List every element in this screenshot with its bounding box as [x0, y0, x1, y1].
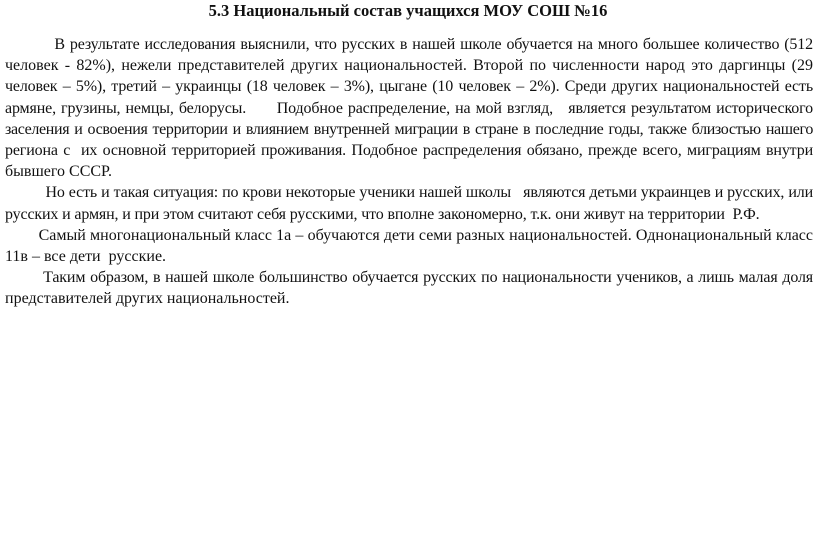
paragraph-line: Самый многонациональный класс 1а – обучаются дети семи разных национальностей. Однонациональный класс: [5, 226, 813, 244]
paragraph-line: 11в – все дети русские.: [5, 247, 167, 265]
paragraph-line: Но есть и такая ситуация: по крови некоторые ученики нашей школы являются детьми украинцев и русских, или: [5, 184, 813, 202]
paragraph-line: человек – 5%), третий – украинцы (18 человек – 3%), цыгане (10 человек – 2%). Среди других национальностей есть: [5, 78, 813, 96]
paragraph-line: заселения и освоения территории и влиянием внутренней миграции в стране в последние годы, также близостью нашего: [5, 120, 813, 138]
paragraph-line: Таким образом, в нашей школе большинство обучается русских по национальности учеников, а лишь малая доля: [5, 269, 813, 287]
paragraph-line: русских и армян, и при этом считают себя русскими, что вполне закономерно, т.к. они живут на территории Р.Ф.: [5, 205, 760, 223]
document-body: [5, 34, 813, 309]
paragraph-line: армяне, грузины, немцы, белорусы. Подобное распределение, на мой взгляд, является результатом исторического: [5, 99, 813, 117]
paragraph-line: бывшего СССР.: [5, 163, 112, 181]
paragraph-line: В результате исследования выяснили, что русских в нашей школе обучается на много большее количество (512: [5, 36, 813, 53]
paragraph-line: человек - 82%), нежели представителей других национальностей. Второй по численности народ это даргинцы (29: [5, 57, 813, 75]
paragraph-line: региона с их основной территорией проживания. Подобное распределения обязано, прежде всего, миграциям внутри: [5, 141, 813, 159]
document-title: 5.3 Национальный состав учащихся МОУ СОШ №16: [208, 1, 608, 20]
paragraph-line: представителей других национальностей.: [5, 290, 290, 308]
